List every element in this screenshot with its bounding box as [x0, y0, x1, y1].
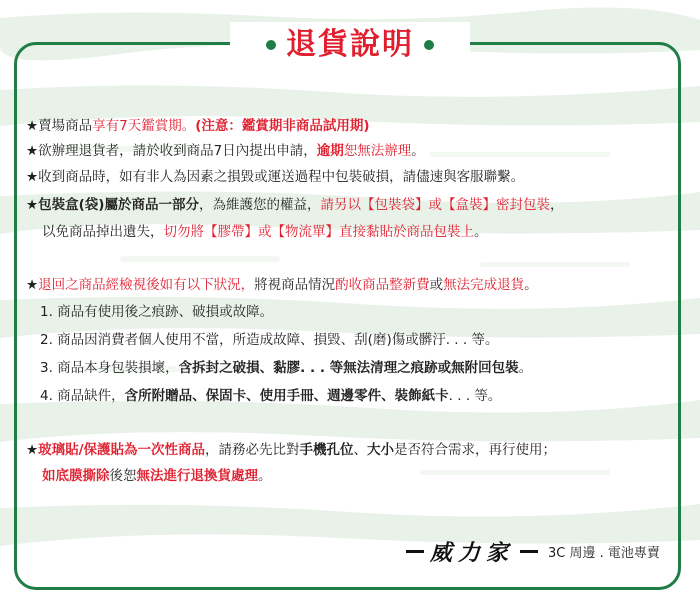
text-segment: 退回之商品經檢視後如有以下狀況，: [38, 277, 255, 293]
text-segment: 3. 商品本身包裝損壞，: [40, 360, 179, 376]
signature-dash-right: [520, 550, 538, 553]
text-segment: 無法完成退貨: [443, 277, 525, 293]
text-segment: 無法進行退換貨處理: [136, 468, 258, 484]
text-segment: 請另以【包裝袋】或【盒裝】密封包裝: [320, 197, 550, 213]
text-segment: 2. 商品因消費者個人使用不當，所造成故障、損毀、刮(磨)傷或髒汙. . . 等。: [40, 332, 499, 348]
text-segment: 以免商品掉出遺失，: [42, 224, 164, 240]
policy-line-screen-protector: [26, 440, 556, 460]
policy-line-film-removed: [42, 466, 272, 486]
policy-line-inspection: [26, 275, 538, 295]
text-segment: 1. 商品有使用後之痕跡、破損或故障。: [40, 304, 274, 320]
signature-dash-left: [406, 550, 424, 553]
text-segment: ，: [549, 197, 564, 213]
text-segment: 含所附贈品、保固卡、使用手冊、週邊零件、裝飾紙卡: [124, 388, 449, 404]
text-segment: 手機孔位: [299, 442, 354, 458]
text-segment: 是否符合需求，再行使用；: [394, 442, 557, 458]
store-brand-logo: 威力家: [430, 539, 515, 566]
text-segment: 恕無法辦理: [343, 143, 412, 159]
text-segment: 逾期: [316, 143, 344, 159]
policy-item-4: [40, 386, 501, 406]
text-segment: 4. 商品缺件，: [40, 388, 125, 404]
text-segment: ★欲辦理退貨者，請於收到商品7日內提出申請，: [26, 143, 317, 159]
text-segment: 。: [411, 143, 425, 159]
text-segment: 大小: [367, 442, 395, 458]
policy-item-2: [40, 330, 498, 350]
text-segment: ★: [26, 442, 39, 458]
text-segment: ，請務必先比對: [205, 442, 300, 458]
text-segment: ，為維護您的權益，: [198, 197, 321, 213]
text-segment: 後恕: [109, 468, 137, 484]
policy-line-packaging-note: [42, 222, 488, 242]
policy-line-damaged-package: [26, 167, 524, 187]
text-segment: (注意：鑑賞期非商品試用期): [195, 118, 370, 134]
text-segment: 將視商品情況: [254, 277, 336, 293]
text-segment: 。: [518, 360, 533, 376]
text-segment: 、: [353, 442, 368, 458]
text-segment: ★收到商品時，如有非人為因素之損毀或運送過程中包裝破損，請儘速與客服聯繫。: [26, 169, 525, 185]
policy-line-appraisal-period: [26, 116, 370, 136]
text-segment: 切勿將【膠帶】或【物流單】直接黏貼於商品包裝上: [163, 224, 474, 240]
text-segment: 玻璃貼/保護貼為一次性商品: [38, 442, 206, 458]
text-segment: 或: [429, 277, 444, 293]
policy-line-return-request: [26, 141, 425, 161]
text-segment: 。: [258, 468, 272, 484]
text-segment: 酌收商品整新費: [335, 277, 430, 293]
page-title: 退貨說明: [286, 27, 414, 62]
text-segment: ★賣場商品: [26, 118, 93, 134]
store-signature: [400, 538, 660, 564]
policy-line-packaging: [26, 195, 563, 215]
text-segment: 。: [524, 277, 538, 293]
text-segment: ★包裝盒(袋)屬於商品一部分: [26, 197, 199, 213]
policy-item-1: [40, 302, 273, 322]
text-segment: 如底膜撕除: [42, 468, 110, 484]
text-segment: ★: [26, 277, 39, 293]
text-segment: 含拆封之破損、黏膠. . . 等無法清理之痕跡或無附回包裝: [178, 360, 519, 376]
store-tagline: 3C 周邊 . 電池專賣: [548, 545, 660, 561]
text-segment: 享有7天鑑賞期。: [92, 118, 196, 134]
policy-item-3: [40, 358, 532, 378]
text-segment: . . . 等。: [448, 388, 502, 404]
text-segment: 。: [474, 224, 488, 240]
